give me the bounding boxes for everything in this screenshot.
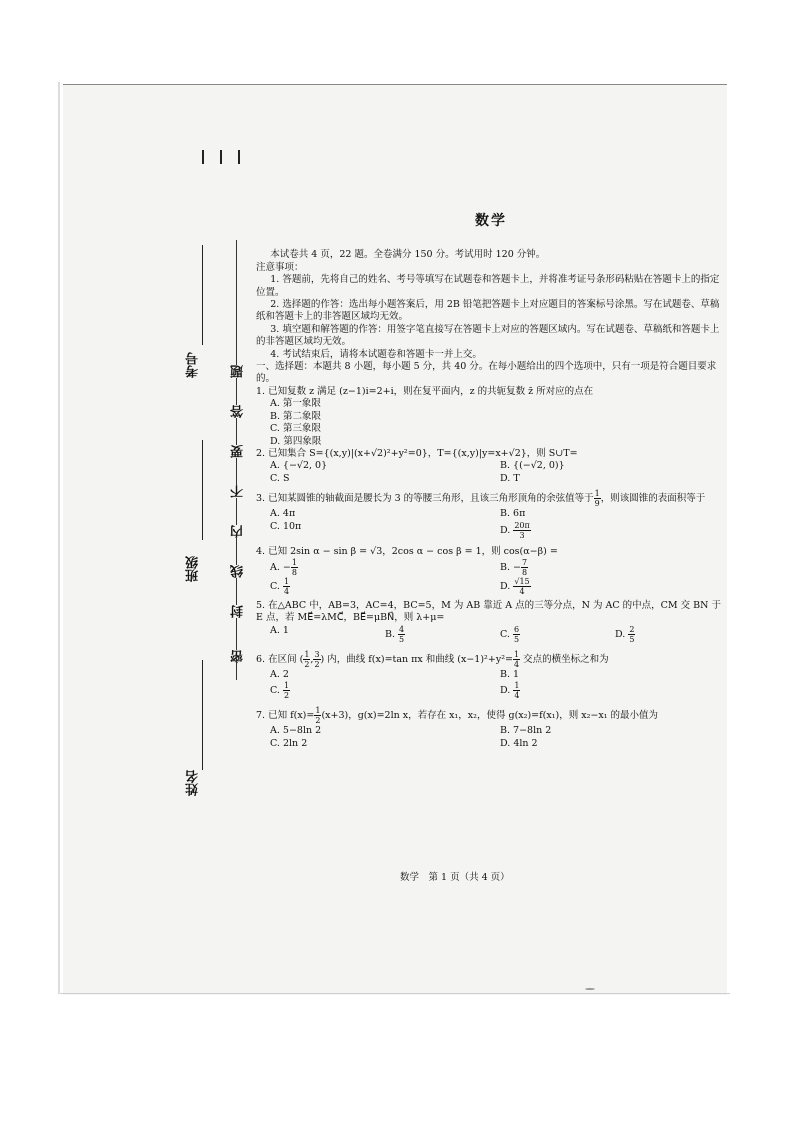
seal-char: 线 (231, 565, 246, 578)
q5-option-c: C. $\frac{6}{5}$ (500, 624, 520, 644)
question-5-stem: 5. 在△ABC 中，AB=3，AC=4，BC=5，M 为 AB 靠近 A 点的三等分点，N 为 AC 的中点，CM 交 BN 于 E 点，若 ME⃗=λMC⃗，BE⃗=μBN⃗，则 λ+μ= (256, 599, 721, 624)
q6-option-c: C. $\frac{1}{2}$ (270, 681, 290, 701)
q4-option-b: B. − $\frac{7}{8}$ (500, 557, 528, 577)
question-4-stem: 4. 已知 2sin α − sin β = √3，2cos α − cos β = 1，则 cos(α−β) = (256, 545, 558, 557)
q6-option-b: B. 1 (500, 668, 520, 680)
seal-char: 答 (231, 405, 246, 418)
question-2-stem: 2. 已知集合 S={(x,y)|(x+√2)²+y²=0}，T={(x,y)|y=x+√2}，则 S∪T= (256, 447, 578, 459)
q1-option-b: B. 第二象限 (270, 410, 322, 422)
note-item: 1. 答题前，先将自己的姓名、考号等填写在试题卷和答题卡上，并将准考证号条形码粘贴在答题卡上的指定位置。 (256, 274, 720, 298)
banji-line (202, 440, 203, 540)
q3-option-a: A. 4π (270, 508, 296, 520)
seal-char: 不 (231, 485, 246, 498)
q3-option-c: C. 10π (270, 520, 302, 532)
q7-option-d: D. 4ln 2 (500, 737, 538, 749)
note-item: 4. 考试结束后，请将本试题卷和答题卡一并上交。 (270, 348, 482, 360)
exam-intro: 本试卷共 4 页，22 题。全卷满分 150 分。考试用时 120 分钟。 (270, 249, 546, 261)
q3-option-b: B. 6π (500, 508, 526, 520)
q3-stem-a: 3. 已知某圆锥的轴截面是腰长为 3 的等腰三角形，且该三角形顶角的余弦值等于 (256, 493, 594, 505)
exam-content (256, 215, 726, 750)
section-heading: 一、选择题：本题共 8 小题，每小题 5 分，共 40 分。在每小题给出的四个选项中，只有一项是符合题目要求的。 (256, 361, 717, 385)
note-item: 2. 选择题的作答：选出每小题答案后，用 2B 铅笔把答题卡上对应题目的答案标号涂黑。写在试题卷、草稿纸和答题卡上的非答题区域均无效。 (256, 299, 720, 323)
q5-option-a: A. 1 (270, 624, 289, 636)
note-item: 3. 填空题和解答题的作答：用签字笔直接写在答题卡上对应的答题区域内。写在试题卷、草稿纸和答题卡上的非答题区域均无效。 (256, 323, 720, 348)
xingming-label: 姓名 (186, 770, 201, 796)
q7-option-c: C. 2ln 2 (270, 737, 308, 749)
paper-left-edge (58, 82, 60, 994)
page-title: 数学 (475, 213, 507, 229)
question-1-stem: 1. 已知复数 z 满足 (z−1)i=2+i，则在复平面内，z 的共轭复数 z̄ 所对应的点在 (256, 385, 594, 397)
question-6-stem: 6. 在区间 ( $\frac{1}{2}$ , $\frac{3}{2}$ ) 内，曲线 f(x)=tan πx 和曲线 (x−1)²+y²= $\frac{1}{4}$ 交点的横坐标之和为 (256, 649, 609, 669)
q6-option-a: A. 2 (270, 668, 289, 680)
q2-option-c: C. S (270, 472, 290, 484)
seal-char: 封 (231, 605, 246, 618)
paper-bottom-edge (60, 993, 730, 994)
question-3-stem (256, 489, 726, 508)
q2-option-a: A. {−√2, 0} (270, 460, 328, 472)
q3-fraction: $\frac{1}{9}$ (594, 489, 600, 509)
scan-speck (585, 988, 595, 990)
q2-option-d: D. T (500, 472, 520, 484)
q5-option-b: B. $\frac{4}{5}$ (385, 624, 405, 644)
q3-option-d: D. $\frac{20\pi}{3}$ (500, 520, 530, 540)
q3-stem-b: ，则该圆锥的表面积等于 (600, 493, 706, 505)
q7-option-a: A. 5−8ln 2 (270, 725, 322, 737)
q6-option-d: D. $\frac{1}{4}$ (500, 681, 520, 701)
seal-char: 题 (231, 365, 246, 378)
xingming-line (202, 660, 203, 770)
kaohao-label: 考号 (186, 352, 201, 378)
page-footer: 数学 第 1 页（共 4 页） (400, 872, 510, 883)
q5-option-d: D. $\frac{2}{5}$ (615, 624, 635, 644)
seal-char: 要 (231, 445, 246, 458)
q4-option-a: A. − $\frac{1}{8}$ (270, 557, 297, 577)
q1-option-d: D. 第四象限 (270, 435, 322, 447)
notes-heading: 注意事项： (256, 261, 304, 273)
banji-label: 班级 (186, 556, 201, 582)
question-7-stem: 7. 已知 f(x)= $\frac{1}{2}$ (x+3)，g(x)=2ln x，若存在 x₁，x₂，使得 g(x₂)=f(x₁)，则 x₂−x₁ 的最小值为 (256, 706, 659, 726)
seal-char: 内 (231, 525, 246, 538)
q4-option-c: C. $\frac{1}{4}$ (270, 576, 290, 596)
q4-option-d: D. $\frac{√15}{4}$ (500, 576, 530, 596)
q2-option-b: B. {(−√2, 0)} (500, 460, 565, 472)
q1-option-a: A. 第一象限 (270, 398, 321, 410)
seal-char: 密 (231, 650, 246, 663)
q7-option-b: B. 7−8ln 2 (500, 725, 552, 737)
kaohao-line (202, 245, 203, 345)
q1-option-c: C. 第三象限 (270, 423, 321, 435)
